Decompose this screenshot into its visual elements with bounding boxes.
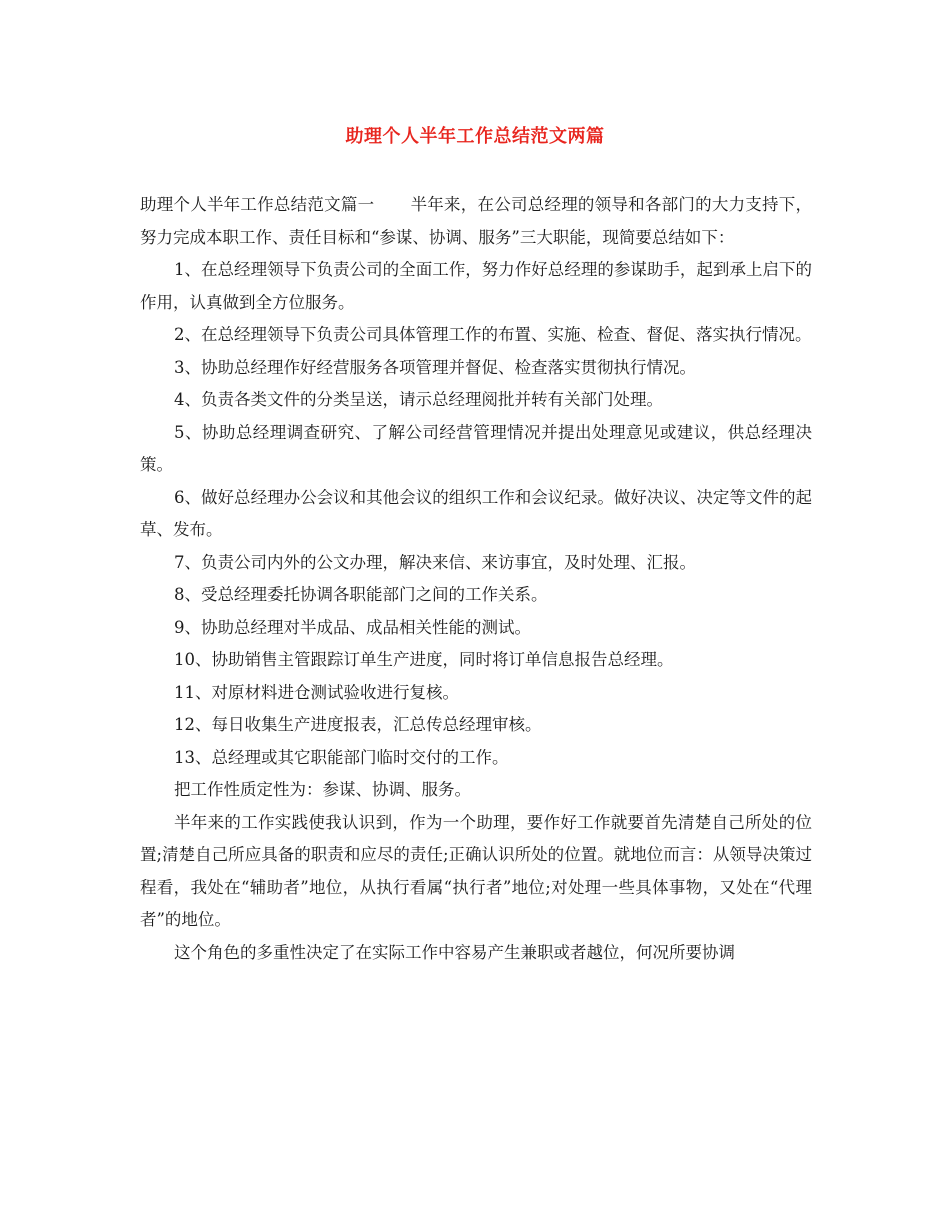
list-item: 5、协助总经理调查研究、了解公司经营管理情况并提出处理意见或建议，供总经理决策。 bbox=[140, 422, 812, 474]
list-item: 7、负责公司内外的公文办理，解决来信、来访事宜，及时处理、汇报。 bbox=[174, 552, 696, 572]
document-title: 助理个人半年工作总结范文两篇 bbox=[345, 126, 605, 147]
body-paragraph: 把工作性质定性为：参谋、协调、服务。 bbox=[174, 780, 471, 799]
list-item: 10、协助销售主管跟踪订单生产进度，同时将订单信息报告总经理。 bbox=[174, 650, 674, 669]
list-item: 8、受总经理委托协调各职能部门之间的工作关系。 bbox=[174, 585, 548, 604]
list-item: 11、对原材料进仓测试验收进行复核。 bbox=[174, 682, 459, 702]
list-item: 6、做好总经理办公会议和其他会议的组织工作和会议纪录。做好决议、决定等文件的起草、发布。 bbox=[140, 487, 812, 539]
body-paragraph: 半年来的工作实践使我认识到，作为一个助理，要作好工作就要首先清楚自己所处的位置;清楚自己所应具备的职责和应尽的责任;正确认识所处的位置。就地位而言：从领导决策过程看，我处在“辅助者”地位，从执行看属“执行者”地位;对处理一些具体事物，又处在“代理者”的地位。 bbox=[140, 812, 812, 929]
document-body bbox=[140, 189, 812, 969]
intro-paragraph bbox=[140, 189, 812, 254]
list-item: 12、每日收集生产进度报表，汇总传总经理审核。 bbox=[174, 715, 542, 734]
section-heading: 助理个人半年工作总结范文篇一 bbox=[140, 195, 375, 214]
list-item: 3、协助总经理作好经营服务各项管理并督促、检查落实贯彻执行情况。 bbox=[174, 357, 696, 377]
list-item: 4、负责各类文件的分类呈送，请示总经理阅批并转有关部门处理。 bbox=[174, 390, 663, 409]
body-paragraph: 这个角色的多重性决定了在实际工作中容易产生兼职或者越位，何况所要协调 bbox=[174, 942, 735, 962]
intro-text: 半年来，在公司总经理的领导和各部门的大力支持下，努力完成本职工作、责任目标和“参谋、协调、服务”三大职能，现简要总结如下： bbox=[140, 195, 813, 247]
list-item: 13、总经理或其它职能部门临时交付的工作。 bbox=[174, 747, 509, 767]
list-item: 2、在总经理领导下负责公司具体管理工作的布置、实施、检查、督促、落实执行情况。 bbox=[174, 325, 812, 344]
list-item: 1、在总经理领导下负责公司的全面工作，努力作好总经理的参谋助手，起到承上启下的作用，认真做到全方位服务。 bbox=[140, 260, 812, 312]
list-item: 9、协助总经理对半成品、成品相关性能的测试。 bbox=[174, 617, 531, 637]
